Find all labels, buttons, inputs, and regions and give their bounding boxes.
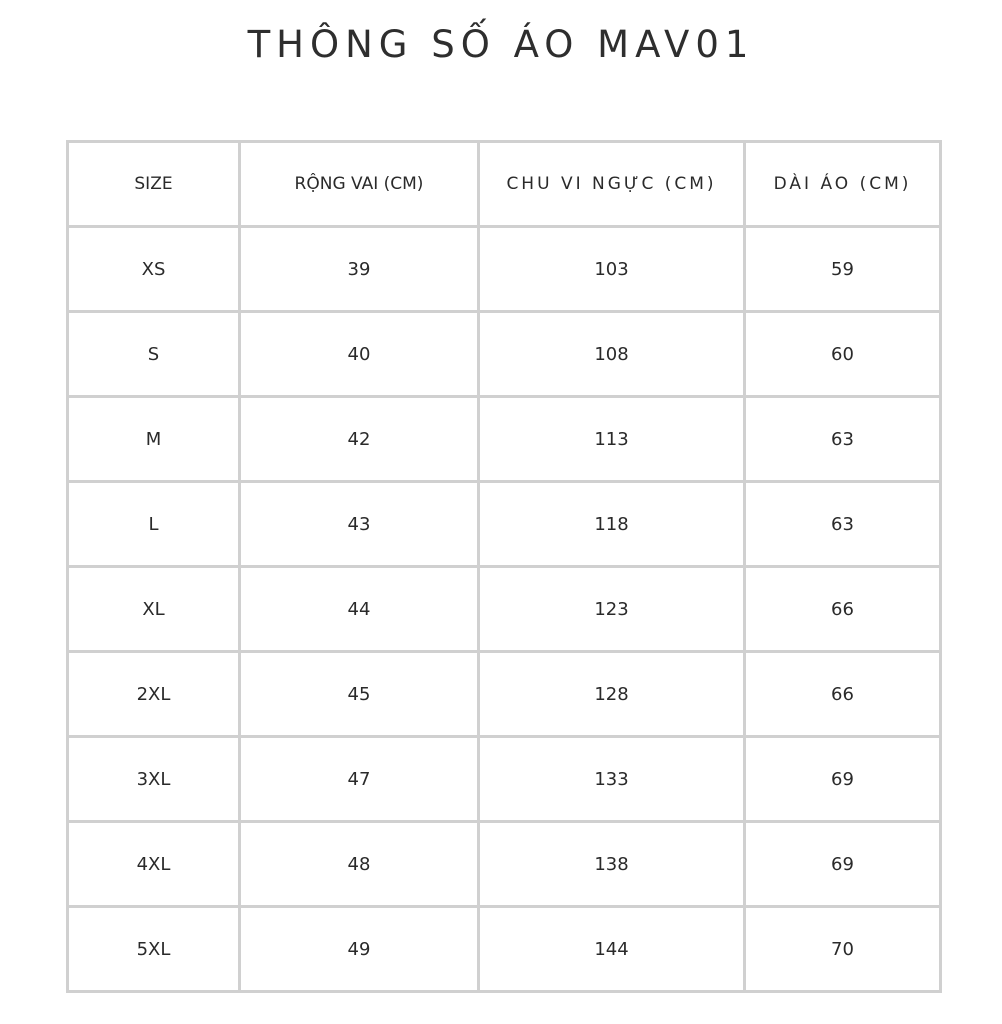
cell-size: 4XL	[68, 822, 240, 907]
cell-length: 63	[745, 397, 941, 482]
table-row	[68, 482, 941, 567]
table-header-row	[68, 142, 941, 227]
table-row	[68, 227, 941, 312]
table-row	[68, 737, 941, 822]
table-row	[68, 822, 941, 907]
cell-shoulder: 42	[240, 397, 479, 482]
cell-length: 69	[745, 737, 941, 822]
header-chest-circumference: CHU VI NGỰC (CM)	[479, 142, 745, 227]
cell-shoulder: 40	[240, 312, 479, 397]
cell-length: 70	[745, 907, 941, 992]
header-shoulder-width: RỘNG VAI (CM)	[240, 142, 479, 227]
cell-size: XL	[68, 567, 240, 652]
cell-length: 66	[745, 567, 941, 652]
cell-length: 59	[745, 227, 941, 312]
cell-length: 60	[745, 312, 941, 397]
cell-chest: 123	[479, 567, 745, 652]
cell-shoulder: 39	[240, 227, 479, 312]
table-row	[68, 567, 941, 652]
cell-shoulder: 49	[240, 907, 479, 992]
table-row	[68, 397, 941, 482]
header-shirt-length: DÀI ÁO (CM)	[745, 142, 941, 227]
cell-chest: 144	[479, 907, 745, 992]
table-row	[68, 907, 941, 992]
cell-shoulder: 47	[240, 737, 479, 822]
cell-size: 5XL	[68, 907, 240, 992]
cell-shoulder: 48	[240, 822, 479, 907]
cell-size: M	[68, 397, 240, 482]
page-title: THÔNG SỐ ÁO MAV01	[247, 23, 755, 66]
cell-length: 69	[745, 822, 941, 907]
cell-length: 63	[745, 482, 941, 567]
header-size: SIZE	[68, 142, 240, 227]
cell-size: 3XL	[68, 737, 240, 822]
cell-chest: 103	[479, 227, 745, 312]
table-row	[68, 312, 941, 397]
cell-chest: 133	[479, 737, 745, 822]
cell-chest: 138	[479, 822, 745, 907]
cell-shoulder: 45	[240, 652, 479, 737]
cell-chest: 113	[479, 397, 745, 482]
table-row	[68, 652, 941, 737]
cell-shoulder: 43	[240, 482, 479, 567]
cell-size: S	[68, 312, 240, 397]
cell-size: L	[68, 482, 240, 567]
cell-chest: 118	[479, 482, 745, 567]
size-chart-table	[66, 140, 942, 993]
cell-size: XS	[68, 227, 240, 312]
cell-size: 2XL	[68, 652, 240, 737]
cell-chest: 108	[479, 312, 745, 397]
cell-length: 66	[745, 652, 941, 737]
cell-chest: 128	[479, 652, 745, 737]
cell-shoulder: 44	[240, 567, 479, 652]
